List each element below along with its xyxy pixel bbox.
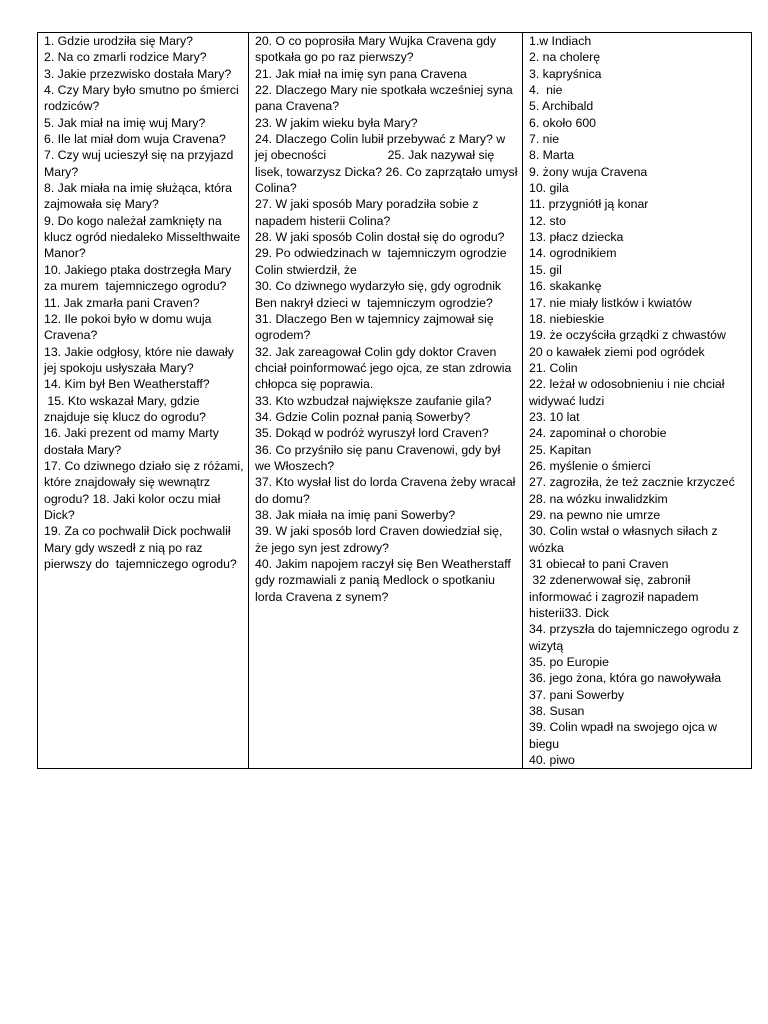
answer-item: 35. po Europie — [529, 655, 609, 670]
answers-column — [523, 33, 752, 769]
answer-item: 22. leżał w odosobnieniu i nie chciał widywać ludzi — [529, 377, 728, 408]
question-item: 34. Gdzie Colin poznał panią Sowerby? — [255, 409, 471, 424]
question-item: 10. Jakiego ptaka dostrzegła Mary za murem tajemniczego ogrodu? — [44, 262, 235, 294]
answer-item: 26. myślenie o śmierci — [529, 458, 651, 473]
answer-item: 23. 10 lat — [529, 409, 580, 424]
question-item: 17. Co dziwnego działo się z różami, które znajdowały się wewnątrz ogrodu? 18. Jaki kolor oczu miał Dick? — [44, 458, 248, 522]
answer-item: 11. przygniótł ją konar — [529, 197, 649, 212]
table-row — [38, 33, 752, 769]
question-item: 30. Co dziwnego wydarzyło się, gdy ogrodnik Ben nakrył dzieci w tajemniczym ogrodzie? — [255, 279, 505, 310]
answer-item: 32 zdenerwował się, zabronił informować i zagroził napadem histerii33. Dick — [529, 573, 702, 621]
question-item: 20. O co poprosiła Mary Wujka Cravena gdy spotkała go po raz pierwszy? — [255, 34, 500, 65]
answer-item: 2. na cholerę — [529, 50, 601, 65]
answer-item: 6. około 600 — [529, 115, 597, 130]
answer-item: 8. Marta — [529, 148, 575, 163]
question-item: 13. Jakie odgłosy, które nie dawały jej spokoju usłyszała Mary? 14. Kim był Ben Weatherstaff? — [44, 344, 256, 392]
question-item: 32. Jak zareagował Colin gdy doktor Craven chciał poinformować jego ojca, ze stan zdrowia chłopca się poprawia. — [255, 344, 515, 392]
answer-item: 16. skakankę — [529, 279, 602, 294]
question-item: 29. Po odwiedzinach w tajemniczym ogrodzie Colin stwierdził, że — [255, 246, 510, 277]
question-item: 8. Jak miała na imię służąca, która zajmowała się Mary? — [44, 181, 236, 212]
answer-item: 39. Colin wpadł na swojego ojca w biegu — [529, 720, 721, 751]
answer-item: 10. gila — [529, 181, 569, 196]
question-item: 7. Czy wuj ucieszył się na przyjazd Mary? — [44, 148, 237, 179]
answer-item: 31 obiecał to pani Craven — [529, 557, 669, 571]
answer-item: 1.w Indiach — [529, 34, 592, 48]
answer-item: 38. Susan — [529, 704, 585, 719]
question-item: 38. Jak miała na imię pani Sowerby? — [255, 507, 456, 522]
question-item: 2. Na co zmarli rodzice Mary? — [44, 50, 207, 65]
questions-column-2 — [249, 33, 523, 769]
question-item: 11. Jak zmarła pani Craven? — [44, 295, 200, 310]
answer-item: 40. piwo — [529, 753, 575, 768]
question-item: 40. Jakim napojem raczył się Ben Weatherstaff gdy rozmawiali z panią Medlock o spotkaniu lorda Cravena z synem? — [255, 557, 515, 604]
question-item: 4. Czy Mary było smutno po śmierci rodziców? — [44, 83, 243, 114]
question-item: 6. Ile lat miał dom wuja Cravena? — [44, 132, 226, 147]
answer-item: 7. nie — [529, 132, 560, 147]
question-item: 33. Kto wzbudzał największe zaufanie gila? — [255, 393, 492, 408]
question-item: 12. Ile pokoi było w domu wuja Cravena? — [44, 311, 215, 343]
answer-item: 12. sto — [529, 213, 566, 228]
answer-item: 27. zagroziła, że też zacznie krzyczeć — [529, 475, 735, 490]
answer-item: 29. na pewno nie umrze — [529, 507, 661, 522]
answer-item: 19. że oczyściła grządki z chwastów — [529, 328, 726, 343]
question-item: 15. Kto wskazał Mary, gdzie znajduje się klucz do ogrodu? — [44, 393, 207, 424]
questions-column-1 — [38, 33, 256, 769]
question-item: 23. W jakim wieku była Mary? — [255, 115, 418, 130]
answer-item: 17. nie miały listków i kwiatów — [529, 295, 692, 310]
answer-item: 24. zapominał o chorobie — [529, 426, 667, 441]
question-item: 9. Do kogo należał zamknięty na klucz ogród niedaleko Misselthwaite Manor? — [44, 213, 244, 261]
answer-item: 14. ogrodnikiem — [529, 246, 617, 261]
question-item: 36. Co przyśniło się panu Cravenowi, gdy był we Włoszech? — [255, 442, 504, 473]
question-item: 35. Dokąd w podróż wyruszył lord Craven? — [255, 426, 489, 441]
answer-item: 4. nie — [529, 83, 563, 98]
answer-item: 5. Archibald — [529, 99, 594, 114]
question-item: 27. W jaki sposób Mary poradziła sobie z napadem histerii Colina? — [255, 197, 482, 228]
answer-item: 18. niebieskie — [529, 311, 605, 326]
answer-item: 20 o kawałek ziemi pod ogródek — [529, 344, 705, 359]
question-item: 16. Jaki prezent od mamy Marty dostała Mary? — [44, 426, 223, 457]
question-item: 37. Kto wysłał list do lorda Cravena żeby wracał do domu? — [255, 475, 519, 506]
answer-item: 9. żony wuja Cravena — [529, 164, 648, 179]
answer-item: 30. Colin wstał o własnych siłach z wózka — [529, 524, 722, 555]
answer-item: 15. gil — [529, 262, 562, 277]
answer-item: 25. Kapitan — [529, 442, 592, 457]
question-item: 1. Gdzie urodziła się Mary? — [44, 34, 193, 48]
answer-item: 34. przyszła do tajemniczego ogrodu z wizytą — [529, 622, 743, 653]
questions-answers-table — [37, 32, 752, 769]
answer-item: 36. jego żona, która go nawoływała — [529, 671, 722, 686]
question-item: 21. Jak miał na imię syn pana Cravena — [255, 66, 467, 81]
answer-item: 37. pani Sowerby — [529, 687, 625, 702]
question-item: 39. W jaki sposób lord Craven dowiedział się, że jego syn jest zdrowy? — [255, 524, 506, 555]
answer-item: 13. płacz dziecka — [529, 230, 624, 245]
answer-item: 3. kapryśnica — [529, 66, 602, 81]
answer-item: 21. Colin — [529, 360, 578, 375]
question-item: 24. Dlaczego Colin lubił przebywać z Mary? w jej obecności 25. Jak nazywał się lisek, towarzysz Dicka? 26. Co zaprzątało umysł Colina? — [255, 132, 521, 196]
question-item: 5. Jak miał na imię wuj Mary? — [44, 115, 206, 130]
answer-item: 28. na wózku inwalidzkim — [529, 491, 668, 506]
question-item: 19. Za co pochwalił Dick pochwalił Mary gdy wszedł z nią po raz pierwszy do tajemniczego ogrodu? — [44, 524, 237, 571]
question-item: 3. Jakie przezwisko dostała Mary? — [44, 66, 232, 81]
question-item: 31. Dlaczego Ben w tajemnicy zajmował się ogrodem? — [255, 311, 497, 343]
question-item: 28. W jaki sposób Colin dostał się do ogrodu? — [255, 230, 505, 245]
question-item: 22. Dlaczego Mary nie spotkała wcześniej syna pana Cravena? — [255, 83, 517, 114]
